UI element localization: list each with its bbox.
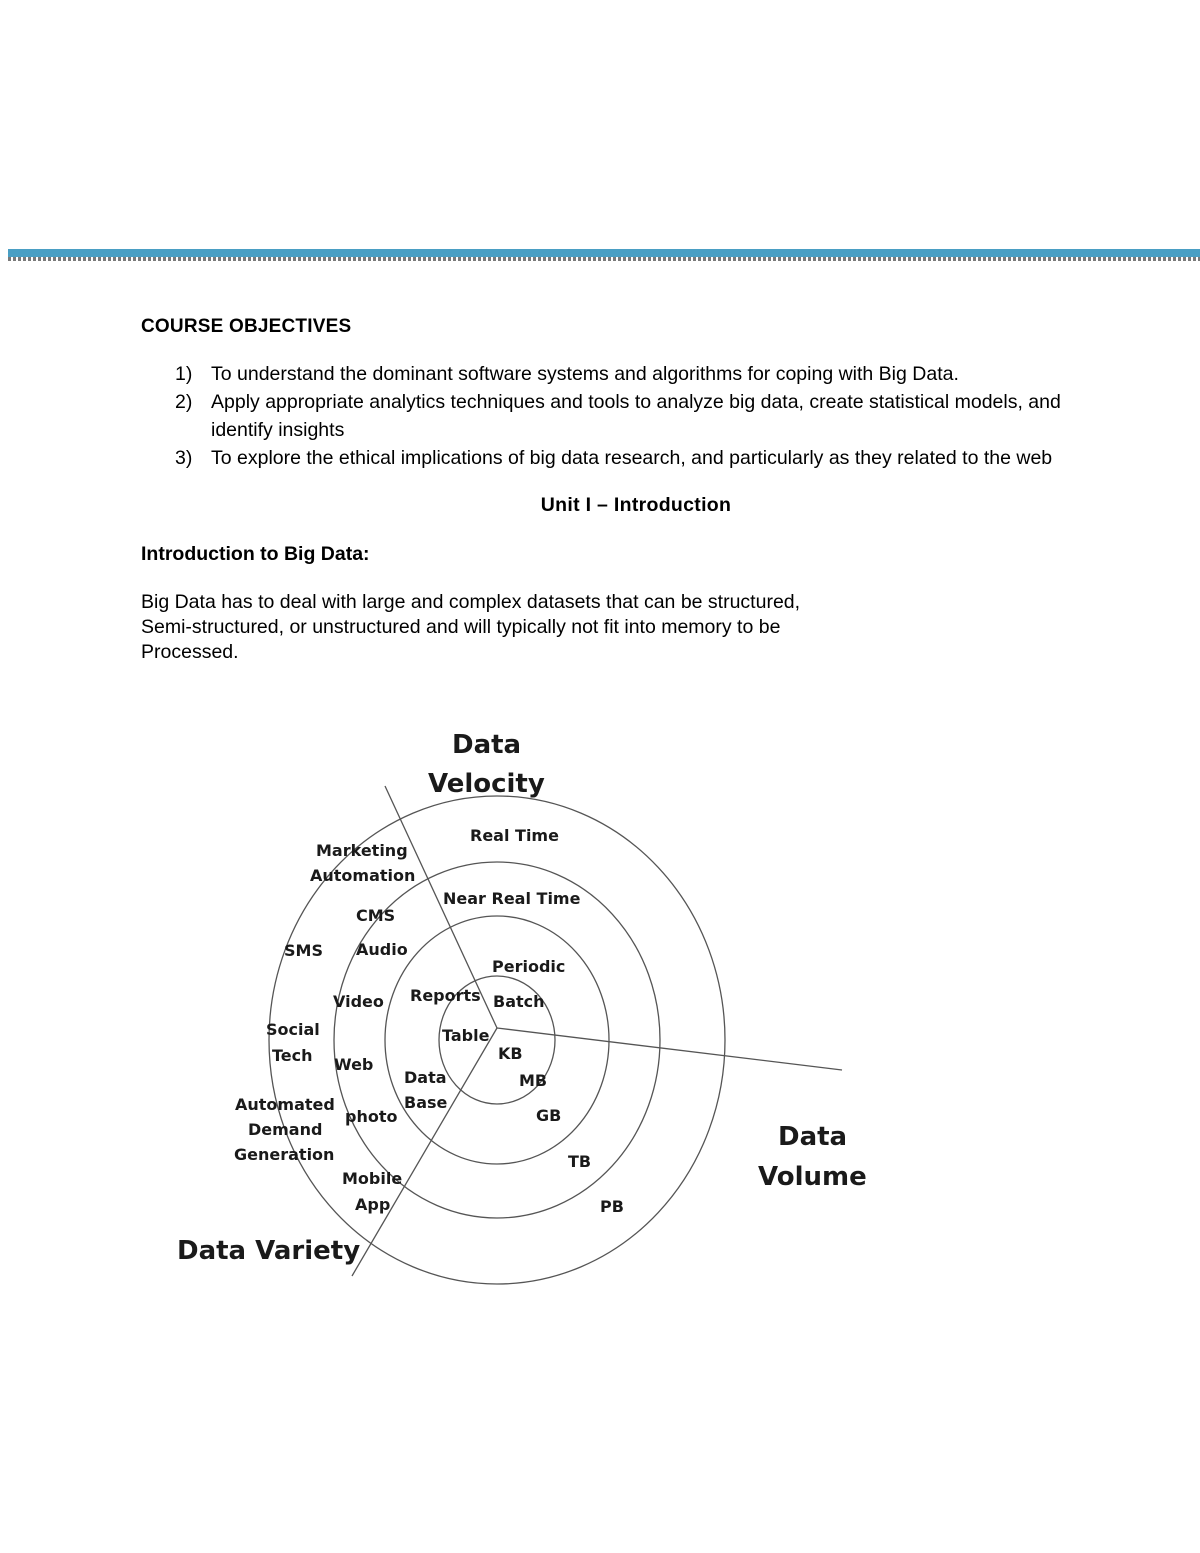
objective-text: To understand the dominant software systems and algorithms for coping with Big Data.: [211, 363, 959, 385]
variety-label: Reports: [410, 986, 481, 1005]
variety-title: Data Variety: [177, 1236, 361, 1266]
variety-label: Tech: [272, 1046, 313, 1065]
objective-text: Apply appropriate analytics techniques and tools to analyze big data, create statistical models, and identify insights: [211, 391, 1061, 441]
volume-title-line1: Data: [778, 1122, 848, 1152]
volume-label: PB: [600, 1197, 624, 1216]
variety-label: Mobile: [342, 1169, 403, 1188]
ring-2: [385, 916, 609, 1164]
volume-axis: [497, 1028, 842, 1070]
objective-number: 1): [175, 363, 193, 385]
intro-title: Introduction to Big Data:: [141, 543, 370, 565]
velocity-axis: [385, 786, 497, 1028]
ring-1: [439, 976, 555, 1104]
variety-label: Web: [334, 1055, 374, 1074]
objective-item: [141, 360, 1061, 388]
variety-label: Social: [266, 1020, 320, 1039]
objective-number: 2): [175, 391, 193, 413]
course-objectives-title: COURSE OBJECTIVES: [141, 316, 352, 337]
variety-label: Generation: [234, 1145, 335, 1164]
velocity-label: Near Real Time: [443, 889, 581, 908]
intro-line: Processed.: [141, 641, 239, 663]
volume-label: KB: [498, 1044, 523, 1063]
variety-label: CMS: [356, 906, 396, 925]
objective-item: [141, 444, 1061, 472]
velocity-label: Real Time: [470, 826, 559, 845]
objective-number: 3): [175, 447, 193, 469]
volume-title-line2: Volume: [758, 1162, 867, 1192]
intro-paragraph: [141, 590, 901, 665]
variety-label: Audio: [356, 940, 408, 959]
variety-axis: [352, 1028, 497, 1276]
intro-line: Semi-structured, or unstructured and will typically not fit into memory to be: [141, 616, 781, 638]
header-rule: [8, 249, 1200, 263]
variety-label: App: [355, 1195, 391, 1214]
velocity-label: Periodic: [492, 957, 566, 976]
variety-label: Base: [404, 1093, 448, 1112]
variety-label: Automation: [310, 866, 416, 885]
variety-label: Marketing: [316, 841, 408, 860]
header-rule-bar: [8, 249, 1200, 257]
velocity-label: Batch: [493, 992, 545, 1011]
velocity-title-line2: Velocity: [428, 769, 545, 799]
volume-label: GB: [536, 1106, 562, 1125]
velocity-title-line1: Data: [452, 730, 522, 760]
volume-label: TB: [568, 1152, 592, 1171]
ring-4: [269, 796, 725, 1284]
unit-title: Unit I – Introduction: [540, 494, 732, 516]
ring-3: [334, 862, 660, 1218]
variety-label: Demand: [248, 1120, 323, 1139]
objective-item: [141, 388, 1061, 444]
variety-label: SMS: [284, 941, 323, 960]
intro-line: Big Data has to deal with large and complex datasets that can be structured,: [141, 591, 801, 613]
header-rule-dots: [8, 257, 1200, 261]
page-content: [141, 316, 1061, 665]
variety-label: photo: [345, 1107, 398, 1126]
variety-label: Data: [404, 1068, 447, 1087]
variety-label: Table: [442, 1026, 490, 1045]
variety-label: Video: [333, 992, 384, 1011]
variety-label: Automated: [235, 1095, 335, 1114]
objective-text: To explore the ethical implications of big data research, and particularly as they related to the web: [211, 447, 1053, 469]
volume-label: MB: [519, 1071, 548, 1090]
objectives-list: [141, 360, 1061, 472]
